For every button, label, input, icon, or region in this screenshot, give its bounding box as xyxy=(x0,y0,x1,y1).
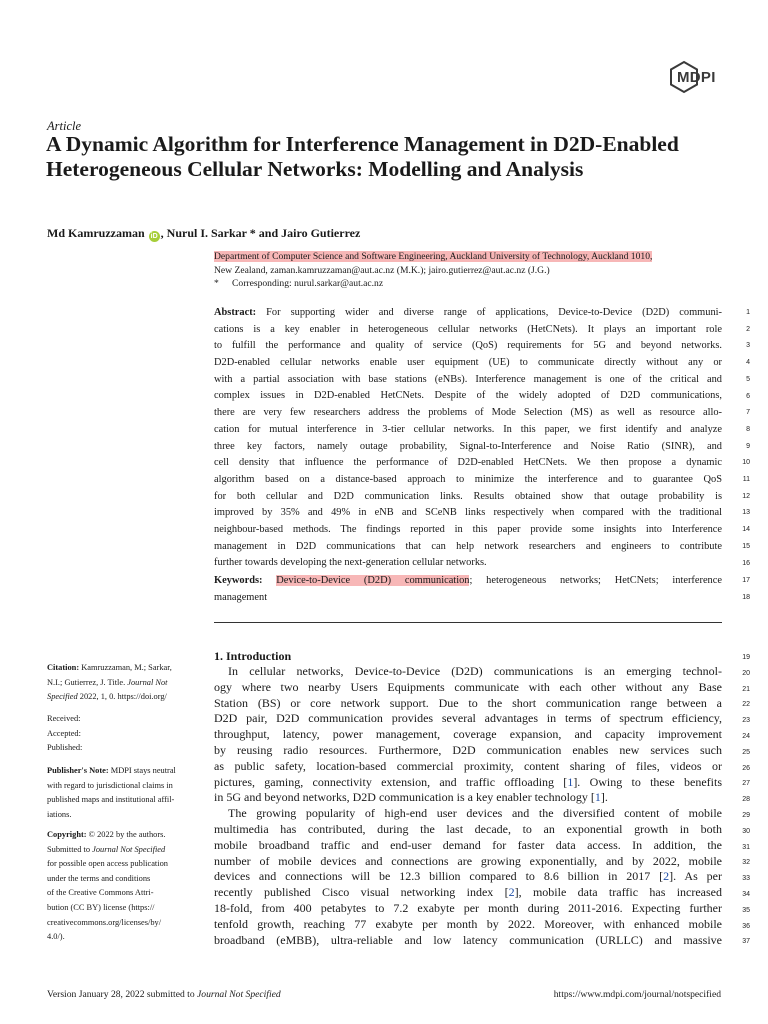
line-number: 36 xyxy=(742,922,750,930)
line-number: 2 xyxy=(746,325,750,333)
citation-line-2: N.I.; Gutierrez, J. Title. xyxy=(47,677,128,687)
dates-block xyxy=(47,712,197,756)
copyright-block xyxy=(47,828,197,945)
introduction-body xyxy=(214,664,722,948)
line-number: 30 xyxy=(742,827,750,835)
orcid-icon[interactable]: iD xyxy=(150,233,158,240)
affiliation-line-2: New Zealand, zaman.kamruzzaman@aut.ac.nz (M.K.); jairo.gutierrez@aut.ac.nz (J.G.) xyxy=(214,264,550,276)
note-line-4: iations. xyxy=(47,809,72,819)
article-type: Article xyxy=(47,119,82,133)
citation-line-1: Kamruzzaman, M.; Sarkar, xyxy=(79,663,172,672)
body-line: ogy where two nearby Users Equipments communicate with each other without any Base xyxy=(214,679,722,694)
line-number: 3 xyxy=(746,342,750,350)
copyright-line-3: for possible open access publication xyxy=(47,859,168,869)
abstract xyxy=(214,305,722,572)
author-first: Md Kamruzzaman xyxy=(47,226,145,240)
body-line: multimedia has contributed, during the last decade, to an exponential growth in both xyxy=(214,821,722,836)
line-number: 6 xyxy=(746,392,750,400)
copyright-line-7: creativecommons.org/licenses/by/ xyxy=(47,917,162,927)
publisher-note xyxy=(47,764,197,822)
citation-block xyxy=(47,661,197,705)
body-line: as public safety, location-based commercial proximity, content sharing of files, videos or xyxy=(214,758,722,773)
citation-journal-2: Specified xyxy=(47,692,78,702)
keywords-line-2: management xyxy=(214,591,268,603)
copyright-label: Copyright: xyxy=(47,830,87,839)
keywords-rest: ; heterogeneous networks; HetCNets; interference xyxy=(469,575,722,586)
published-label: Published: xyxy=(47,743,83,753)
line-number: 7 xyxy=(746,409,750,417)
abstract-line xyxy=(214,305,722,322)
line-number: 16 xyxy=(742,559,750,567)
corresponding-email: Corresponding: nurul.sarkar@aut.ac.nz xyxy=(232,278,384,289)
body-line: D2D pair, D2D communication provides several advantages in terms of spectrum efficiency, xyxy=(214,711,722,726)
line-number: 21 xyxy=(742,685,750,693)
line-number: 15 xyxy=(742,542,750,550)
body-line: mobile broadband traffic and end-user demand for faster data access. In addition, the xyxy=(214,837,722,852)
line-number: 27 xyxy=(742,780,750,788)
line-number: 31 xyxy=(742,843,750,851)
line-number: 20 xyxy=(742,669,750,677)
affiliation xyxy=(214,250,726,291)
abstract-line: complex issues in D2D-enabled HetCNets. Despite of the widely adopted of D2D communications, xyxy=(214,390,722,402)
citation-line-3: 2022, 1, 0. https://doi.org/ xyxy=(79,692,167,702)
line-number: 14 xyxy=(742,526,750,534)
body-line: 18-fold, from 400 petabytes to 7.2 exabyte per month during 2011-2016. Expecting further xyxy=(214,900,722,915)
body-line: in 5G and beyond networks, D2D communication is a key enabler technology [1]. xyxy=(214,790,608,805)
line-number: 13 xyxy=(742,509,750,517)
body-line: broadband (eMBB), ultra-reliable and low latency communication (URLLC) and massive xyxy=(214,932,722,947)
line-number: 8 xyxy=(746,425,750,433)
abstract-line: with a partial association with base stations (eNBs). Interference management is one of the critical and xyxy=(214,373,722,385)
line-number: 18 xyxy=(742,593,750,601)
abstract-line: D2D-enabled cellular networks enable user equipment (UE) to communicate directly without any or xyxy=(214,357,722,369)
abstract-line: there are very few researchers address the problems of Mode Selection (MS) as well as resource allo- xyxy=(214,407,722,419)
copyright-line-1: © 2022 by the authors. xyxy=(86,830,166,839)
copyright-journal: Journal Not Specified xyxy=(92,844,166,854)
line-number: 11 xyxy=(742,476,750,483)
paper-title: A Dynamic Algorithm for Interference Management in D2D-Enabled Heterogeneous Cellular Networks: Modelling and Analysis xyxy=(46,132,679,181)
abstract-line: management in D2D communications that can help network researchers and engineers to contribute xyxy=(214,540,722,552)
line-number: 4 xyxy=(746,359,750,367)
line-number: 34 xyxy=(742,891,750,898)
line-number: 29 xyxy=(742,812,750,819)
corresponding-mark: * xyxy=(214,278,219,289)
abstract-line: to fulfill the performance and quality of service (QoS) requirements for 5G and beyond networks. xyxy=(214,340,722,352)
citation-ref[interactable]: 1 xyxy=(567,774,574,789)
body-line: by reusing radio resources. Furthermore, D2D communication enables new services such xyxy=(214,742,722,757)
line-number: 24 xyxy=(742,733,750,740)
author-list xyxy=(47,226,647,242)
body-line: tenfold growth, reaching 77 exabyte per month by 2022. Moreover, with enhanced mobile xyxy=(214,916,722,931)
line-number: 1 xyxy=(746,309,750,316)
copyright-line-5: of the Creative Commons Attri- xyxy=(47,888,154,898)
body-line: throughput, latency, power management, coverage expansion, and capacity improvement xyxy=(214,727,722,742)
line-number: 26 xyxy=(742,764,750,772)
line-number: 32 xyxy=(742,859,750,867)
body-line: The growing popularity of high-end user devices and the diversified content of mobile xyxy=(228,806,722,821)
abstract-line: three key factors, namely outage probability, Signal-to-Interference and Noise Ratio (SINR), and xyxy=(214,440,722,452)
footer-version-text: Version January 28, 2022 submitted to xyxy=(47,989,198,1000)
abstract-line: neighbour-based methods. The findings reported in this paper provide some insights into Interference xyxy=(214,523,722,535)
line-number: 28 xyxy=(742,796,750,804)
line-number: 10 xyxy=(742,459,750,467)
line-number: 9 xyxy=(746,442,750,450)
citation-ref[interactable]: 1 xyxy=(594,790,601,805)
copyright-line-6: bution (CC BY) license (https:// xyxy=(47,902,155,912)
abstract-line: cation for mutual interference in 3-tier cellular networks. In this paper, we first identify and analyze xyxy=(214,423,722,435)
footer-version xyxy=(47,989,281,1000)
line-number: 23 xyxy=(742,717,750,725)
body-line: Station (BS) or core network support. Due to the short communication range between a xyxy=(214,695,722,710)
line-number: 19 xyxy=(742,654,750,661)
footer-journal: Journal Not Specified xyxy=(197,989,281,1000)
affiliation-line-1: Department of Computer Science and Software Engineering, Auckland University of Technology, Auckland 1010, xyxy=(214,251,653,262)
mdpi-logo xyxy=(667,60,716,94)
footer-url[interactable]: https://www.mdpi.com/journal/notspecified xyxy=(553,989,721,1000)
abstract-line: improved by 35% and 49% in eNB and SCeNB links respectively when compared with the traditional xyxy=(214,507,722,519)
abstract-line-text: For supporting wider and diverse range of applications, Device-to-Device (D2D) communi- xyxy=(266,307,722,318)
accepted-label: Accepted: xyxy=(47,728,81,738)
citation-ref[interactable]: 2 xyxy=(508,885,515,900)
note-label: Publisher's Note: xyxy=(47,766,109,775)
citation-ref[interactable]: 2 xyxy=(663,869,670,884)
citation-label: Citation: xyxy=(47,663,80,672)
line-number: 5 xyxy=(746,375,750,383)
abstract-line: cell density that influence the performance of D2D-enabled HetCNets. We then propose a dynamic xyxy=(214,457,722,469)
line-number: 25 xyxy=(742,748,750,756)
line-number: 22 xyxy=(742,701,750,709)
keyword-highlighted: Device-to-Device (D2D) communication xyxy=(276,575,470,586)
logo-text: MDPI xyxy=(677,68,716,86)
keywords xyxy=(214,573,722,606)
body-line: devices and connections will be 12.3 billion compared to 8.6 billion in 2017 [2]. As per xyxy=(214,869,722,884)
body-line: pictures, gaming, connectivity extension, and traffic offloading [1]. Owing to these benefits xyxy=(214,774,723,789)
note-line-3: published maps and institutional affil- xyxy=(47,795,175,805)
line-number: 12 xyxy=(742,492,750,500)
section-heading: 1. Introduction xyxy=(214,649,292,663)
line-number: 33 xyxy=(742,875,750,883)
abstract-line: algorithm based on a distance-based approach to minimize the interference and to guarantee QoS xyxy=(214,473,722,485)
note-line-1: MDPI stays neutral xyxy=(108,766,176,775)
body-line: In cellular networks, Device-to-Device (D2D) communications is an emerging technol- xyxy=(228,664,722,678)
abstract-line: cations is a key enabler in heterogeneous cellular networks (HetCNets). It plays an important role xyxy=(214,323,722,335)
body-line: number of mobile devices and connections are growing exponentially, and by 2022, mobile xyxy=(214,853,722,868)
copyright-line-4: under the terms and conditions xyxy=(47,873,151,883)
copyright-line-2: Submitted to xyxy=(47,844,93,854)
abstract-label: Abstract: xyxy=(214,307,257,318)
abstract-line: for both cellular and D2D communication links. Results obtained show that outage probability is xyxy=(214,490,722,502)
copyright-line-8: 4.0/). xyxy=(47,932,65,942)
line-number: 37 xyxy=(742,938,750,946)
note-line-2: with regard to jurisdictional claims in xyxy=(47,780,173,790)
citation-journal: Journal Not xyxy=(127,677,168,687)
line-number: 35 xyxy=(742,906,750,914)
keywords-label: Keywords: xyxy=(214,575,263,586)
author-rest: , Nurul I. Sarkar * and Jairo Gutierrez xyxy=(160,226,361,240)
received-label: Received: xyxy=(47,714,81,723)
corresponding-author xyxy=(214,277,726,291)
line-number: 17 xyxy=(742,577,750,584)
abstract-line: further towards developing the next-generation cellular networks. xyxy=(214,557,487,569)
body-line: recently published Cisco visual networking index [2], mobile data traffic has increased xyxy=(214,885,722,900)
section-divider xyxy=(214,622,722,623)
